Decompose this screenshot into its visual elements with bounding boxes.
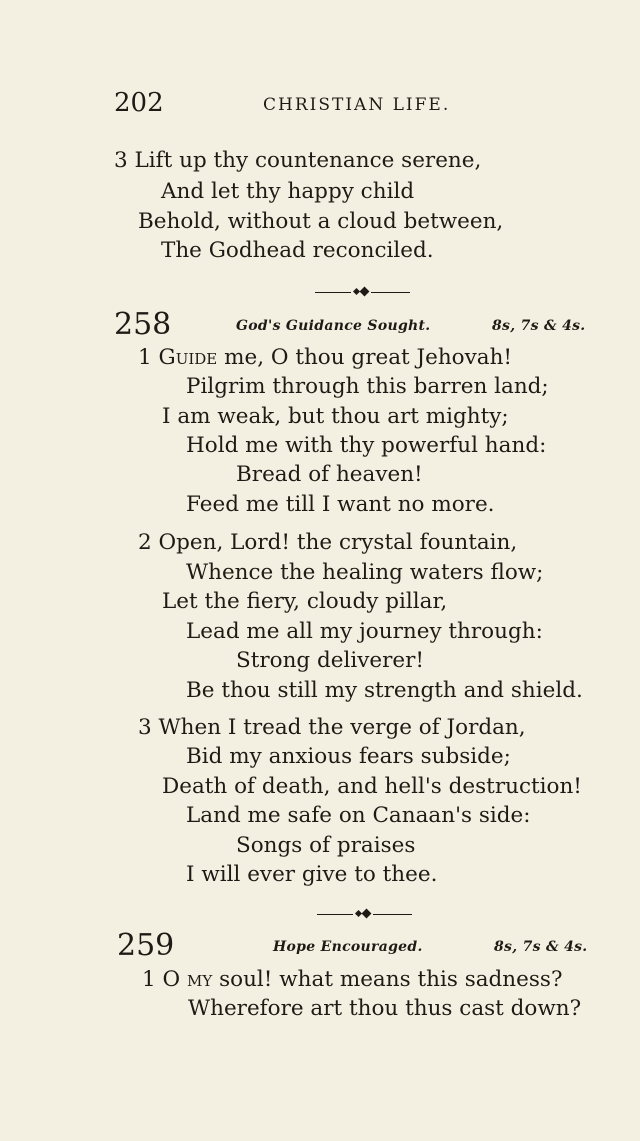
stanza-first-line — [138, 717, 526, 739]
first-line-rest: soul! what means this sadness? — [212, 967, 563, 992]
verse-line: Land me safe on Canaan's side: — [186, 803, 531, 828]
verse-line: Let the fiery, cloudy pillar, — [162, 589, 448, 614]
verse-line: Feed me till I want no more. — [186, 492, 495, 517]
verse-line: I will ever give to thee. — [186, 862, 438, 887]
prev-stanza-line: Behold, without a cloud between, — [138, 209, 504, 234]
stanza-first-line — [142, 969, 562, 991]
first-line-rest: me, O thou great Jehovah! — [217, 345, 513, 370]
verse-line: Lead me all my journey through: — [186, 619, 543, 644]
prev-stanza-line: The Godhead reconciled. — [161, 238, 434, 263]
prev-stanza-line: 3 Lift up thy countenance serene, — [114, 148, 482, 173]
running-title: CHRISTIAN LIFE. — [263, 95, 451, 115]
hymn-number: 258 — [114, 307, 172, 342]
verse-line: Hold me with thy powerful hand: — [186, 433, 547, 458]
first-line-text: Open, Lord! the crystal fountain, — [158, 530, 518, 555]
verse-line: I am weak, but thou art mighty; — [162, 404, 509, 429]
verse-line: Pilgrim through this barren land; — [186, 374, 549, 399]
page-number: 202 — [114, 88, 164, 118]
stanza-number: 3 — [138, 715, 152, 740]
hymn-meter: 8s, 7s & 4s. — [492, 318, 586, 334]
verse-line: Songs of praises — [236, 833, 416, 858]
stanza-first-line — [138, 532, 517, 554]
stanza-number: 1 — [138, 345, 152, 370]
verse-line: Strong deliverer! — [236, 648, 425, 673]
verse-line: Wherefore art thou thus cast down? — [188, 996, 582, 1021]
stanza-number: 2 — [138, 530, 152, 555]
stanza-first-line — [138, 347, 512, 369]
first-word-smallcaps: O my — [162, 967, 213, 992]
hymn-title: Hope Encouraged. — [273, 939, 423, 955]
hymn-meter: 8s, 7s & 4s. — [494, 939, 588, 955]
verse-line: Bread of heaven! — [236, 462, 423, 487]
hymn-title: God's Guidance Sought. — [236, 318, 431, 334]
first-word-smallcaps: Guide — [158, 345, 218, 370]
verse-line: Bid my anxious fears subside; — [186, 744, 511, 769]
stanza-number: 1 — [142, 967, 156, 992]
verse-line: Death of death, and hell's destruction! — [162, 774, 582, 799]
section-divider — [315, 287, 410, 297]
section-divider — [317, 909, 412, 919]
hymn-number: 259 — [117, 928, 175, 963]
verse-line: Whence the healing waters flow; — [186, 560, 544, 585]
prev-stanza-line: And let thy happy child — [161, 179, 415, 204]
first-line-text: When I tread the verge of Jordan, — [158, 715, 526, 740]
verse-line: Be thou still my strength and shield. — [186, 678, 583, 703]
